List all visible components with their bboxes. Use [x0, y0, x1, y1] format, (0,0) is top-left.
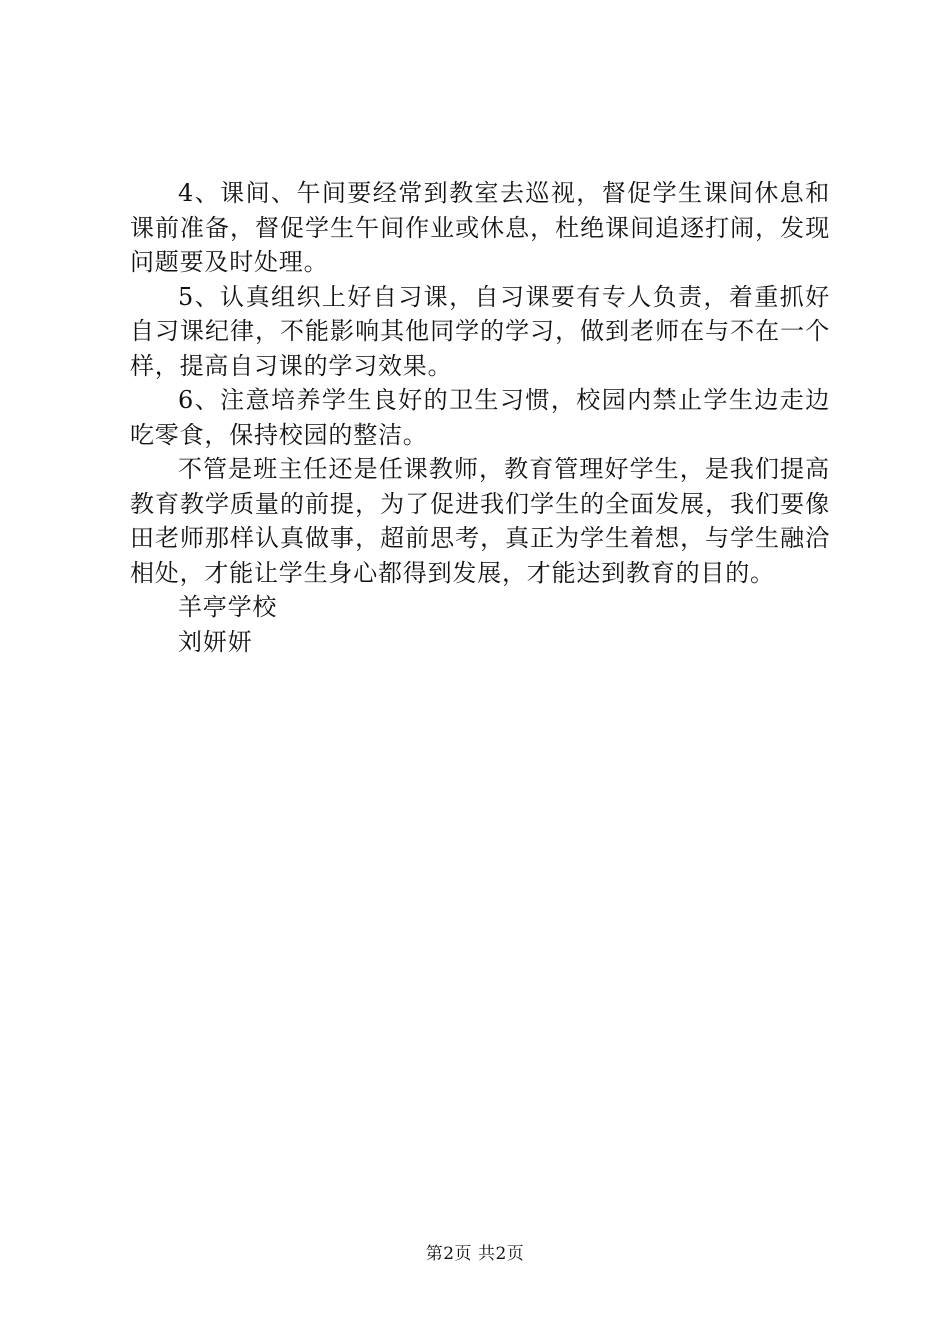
paragraph-item-4: 4、课间、午间要经常到教室去巡视，督促学生课间休息和课前准备，督促学生午间作业或休息，杜绝课间追逐打闹，发现问题要及时处理。 [130, 179, 830, 276]
document-body [130, 176, 830, 659]
signature-school: 羊亭学校 [178, 593, 278, 621]
paragraph-item-6: 6、注意培养学生良好的卫生习惯，校园内禁止学生边走边吃零食，保持校园的整洁。 [130, 386, 830, 449]
page-number-footer: 第2页 共2页 [425, 1244, 525, 1264]
paragraph-item-5: 5、认真组织上好自习课，自习课要有专人负责，着重抓好自习课纪律，不能影响其他同学的学习，做到老师在与不在一个样，提高自习课的学习效果。 [130, 282, 830, 380]
paragraph-conclusion: 不管是班主任还是任课教师，教育管理好学生，是我们提高教育教学质量的前提，为了促进我们学生的全面发展，我们要像田老师那样认真做事，超前思考，真正为学生着想，与学生融洽相处，才能让学生身心都得到发展，才能达到教育的目的。 [130, 455, 830, 587]
signature-author: 刘妍妍 [178, 627, 253, 656]
